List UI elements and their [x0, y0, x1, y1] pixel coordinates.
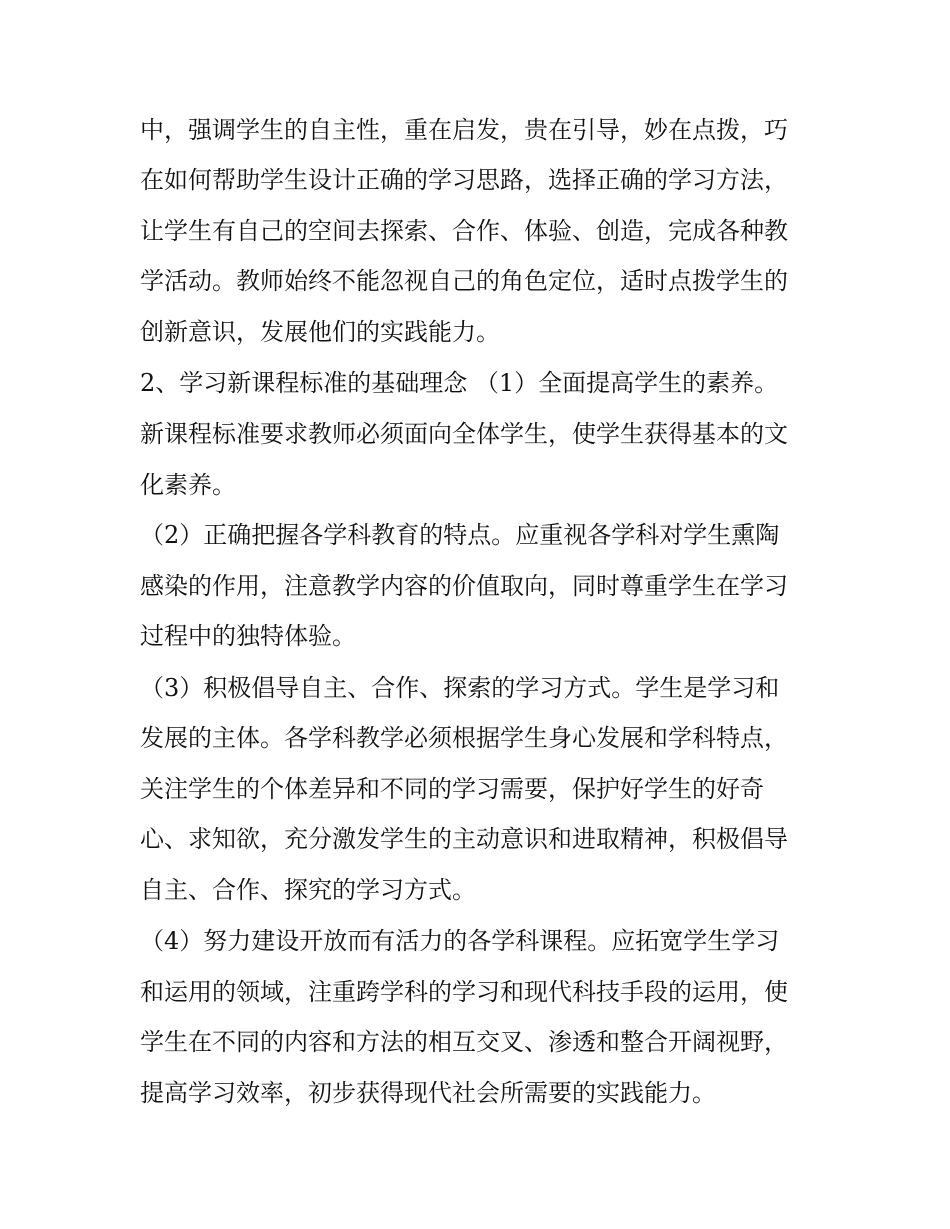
text-line: 2、学习新课程标准的基础理念 （1）全面提高学生的素养。 [140, 369, 779, 397]
text-line: 让学生有自己的空间去探索、合作、体验、创造，完成各种教 [140, 217, 788, 245]
text-line: 心、求知欲，充分激发学生的主动意识和进取精神，积极倡导 [140, 825, 788, 853]
text-line: 在如何帮助学生设计正确的学习思路，选择正确的学习方法， [140, 166, 788, 194]
text-line: 中，强调学生的自主性，重在启发，贵在引导，妙在点拨，巧 [140, 116, 788, 144]
text-line: （2）正确把握各学科教育的特点。应重视各学科对学生熏陶 [140, 521, 780, 549]
text-line: 提高学习效率，初步获得现代社会所需要的实践能力。 [140, 1079, 716, 1107]
text-line: 关注学生的个体差异和不同的学习需要，保护好学生的好奇 [140, 775, 764, 803]
text-line: （4）努力建设开放而有活力的各学科课程。应拓宽学生学习 [140, 927, 780, 955]
text-line: 化素养。 [140, 471, 236, 499]
text-line: 新课程标准要求教师必须面向全体学生，使学生获得基本的文 [140, 420, 788, 448]
text-line: 创新意识，发展他们的实践能力。 [140, 318, 500, 346]
text-line: （3）积极倡导自主、合作、探索的学习方式。学生是学习和 [140, 674, 780, 702]
text-line: 感染的作用，注意教学内容的价值取向，同时尊重学生在学习 [140, 572, 788, 600]
text-line: 学生在不同的内容和方法的相互交叉、渗透和整合开阔视野， [140, 1028, 788, 1056]
text-line: 自主、合作、探究的学习方式。 [140, 876, 476, 904]
text-line: 发展的主体。各学科教学必须根据学生身心发展和学科特点， [140, 724, 788, 752]
text-line: 学活动。教师始终不能忽视自己的角色定位，适时点拨学生的 [140, 267, 788, 295]
text-line: 过程中的独特体验。 [140, 622, 356, 650]
text-line: 和运用的领域，注重跨学科的学习和现代科技手段的运用，使 [140, 978, 788, 1006]
